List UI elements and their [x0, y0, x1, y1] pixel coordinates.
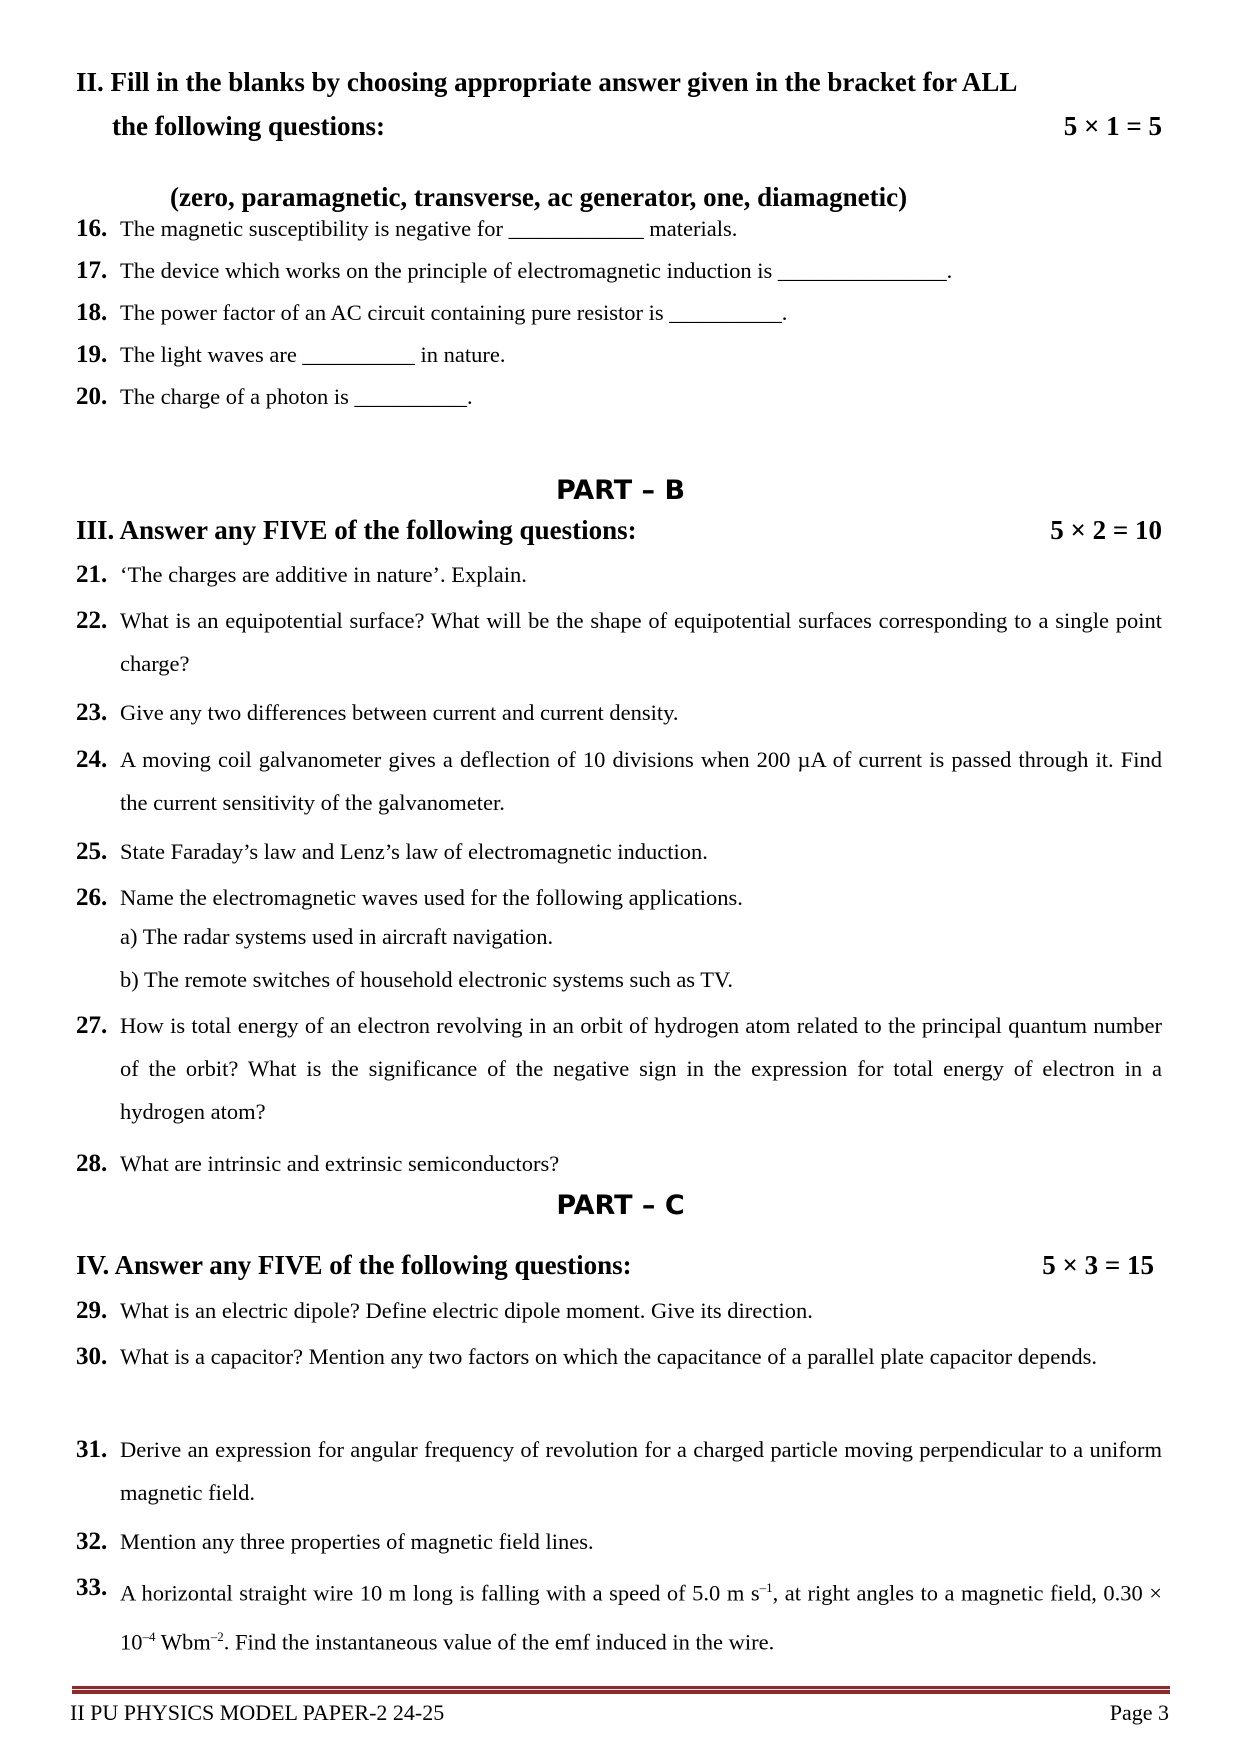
question-text: What is an electric dipole? Define electric dipole moment. Give its direction.: [120, 1298, 813, 1323]
question-text: Derive an expression for angular frequency of revolution for a charged particle moving perpendicular to a uniform magnetic field.: [120, 1437, 1162, 1505]
section-3-heading-text: III. Answer any FIVE of the following questions:: [76, 515, 637, 545]
question-31: [76, 1428, 1162, 1514]
question-23: [76, 691, 1162, 734]
question-text: A moving coil galvanometer gives a deflection of 10 divisions when 200 µA of current is passed through it. Find the current sensitivity of the galvanometer.: [120, 747, 1162, 815]
section-4-marks: 5 × 3 = 15: [1042, 1250, 1154, 1280]
question-21: [76, 553, 1162, 596]
question-number: 25.: [76, 838, 108, 865]
question-text: Mention any three properties of magnetic field lines.: [120, 1529, 594, 1554]
part-b-title: PART – B: [555, 475, 686, 506]
question-text: A horizontal straight wire 10 m long is falling with a speed of 5.0 m $s^{-1}$, at right angles to a magnetic field, $0.30 \times 10^{-4}$ Wbm$^{-2}$. Find the instantaneous value of the emf induced in the wire.: [120, 1580, 1162, 1654]
question-text: What is an equipotential surface? What will be the shape of equipotential surfaces corresponding to a single point charge?: [120, 608, 1162, 676]
section-2-heading-line2: the following questions:: [112, 111, 386, 141]
question-number: 27.: [76, 1012, 108, 1039]
question-number: 28.: [76, 1150, 108, 1177]
question-19: [76, 333, 1162, 376]
question-number: 30.: [76, 1343, 108, 1370]
question-number: 17.: [76, 257, 108, 284]
part-c-title: PART – C: [556, 1190, 685, 1221]
question-text: What are intrinsic and extrinsic semiconductors?: [120, 1151, 560, 1176]
question-number: 24.: [76, 746, 108, 773]
question-22: [76, 599, 1162, 685]
question-number: 18.: [76, 299, 108, 326]
question-32: [76, 1520, 1162, 1563]
question-number: 29.: [76, 1297, 108, 1324]
question-text: ‘The charges are additive in nature’. Explain.: [120, 562, 527, 587]
question-25: [76, 830, 1162, 873]
question-text: State Faraday’s law and Lenz’s law of electromagnetic induction.: [120, 839, 708, 864]
question-number: 20.: [76, 383, 108, 410]
section-4-heading-text: IV. Answer any FIVE of the following questions:: [76, 1250, 632, 1280]
question-number: 33.: [76, 1574, 108, 1601]
question-24: [76, 738, 1162, 824]
question-number: 31.: [76, 1436, 108, 1463]
footer-page-number: Page 3: [1109, 1700, 1169, 1725]
question-text: Name the electromagnetic waves used for the following applications.: [120, 885, 743, 910]
question-number: 22.: [76, 607, 108, 634]
question-number: 21.: [76, 561, 108, 588]
question-text: The power factor of an AC circuit containing pure resistor is __________.: [120, 300, 788, 325]
question-number: 32.: [76, 1528, 108, 1555]
answer-options: (zero, paramagnetic, transverse, ac generator, one, diamagnetic): [170, 182, 908, 212]
question-text: What is a capacitor? Mention any two factors on which the capacitance of a parallel plate capacitor depends.: [120, 1344, 1098, 1369]
question-20: [76, 375, 1162, 418]
question-17: [76, 249, 1162, 292]
question-number: 26.: [76, 884, 108, 911]
question-text: How is total energy of an electron revolving in an orbit of hydrogen atom related to the principal quantum number of the orbit? What is the significance of the negative sign in the expression for total energy of electron in a hydrogen atom?: [120, 1013, 1162, 1124]
question-text: The charge of a photon is __________.: [120, 384, 473, 409]
question-text: The light waves are __________ in nature.: [120, 342, 506, 367]
section-3-marks: 5 × 2 = 10: [1050, 515, 1162, 545]
section-2-heading: [76, 60, 1162, 148]
question-text: The device which works on the principle of electromagnetic induction is _______________.: [120, 258, 953, 283]
question-text: Give any two differences between current and current density.: [120, 700, 679, 725]
footer-divider: [72, 1686, 1170, 1690]
section-3-heading: [76, 508, 1162, 552]
question-28: [76, 1142, 1162, 1185]
question-26-part-a: a) The radar systems used in aircraft navigation.: [120, 924, 554, 949]
footer-paper-title: II PU PHYSICS MODEL PAPER-2 24-25: [70, 1700, 445, 1725]
question-text: The magnetic susceptibility is negative for ____________ materials.: [120, 216, 738, 241]
question-33: [76, 1566, 1162, 1663]
question-number: 16.: [76, 215, 108, 242]
question-16: [76, 207, 1162, 250]
question-number: 19.: [76, 341, 108, 368]
question-18: [76, 291, 1162, 334]
section-2-marks: 5 × 1 = 5: [1063, 111, 1162, 141]
question-number: 23.: [76, 699, 108, 726]
question-30: [76, 1335, 1162, 1378]
question-27: [76, 1004, 1162, 1133]
section-2-heading-line1: II. Fill in the blanks by choosing appropriate answer given in the bracket for ALL: [76, 67, 1018, 97]
question-29: [76, 1289, 1162, 1332]
question-26-part-b: b) The remote switches of household electronic systems such as TV.: [120, 967, 734, 992]
section-4-heading: [76, 1243, 1162, 1287]
question-26: [76, 876, 1162, 919]
